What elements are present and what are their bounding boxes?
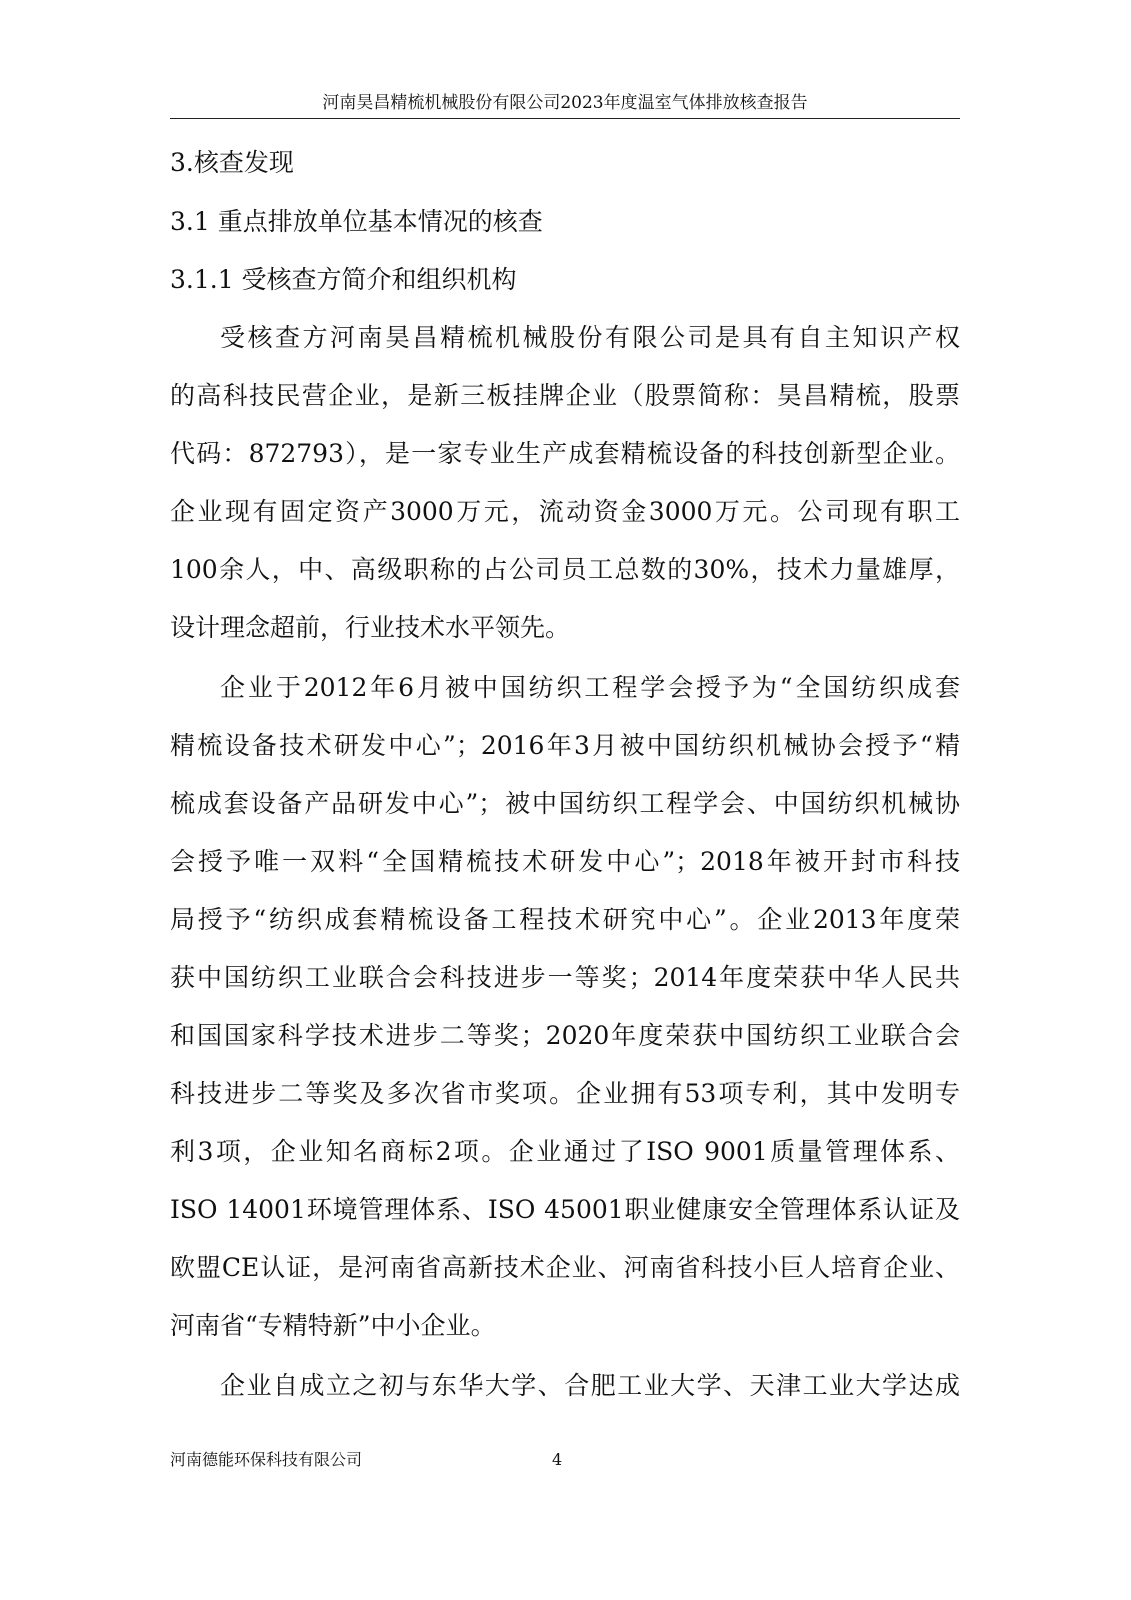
paragraph-line: 企业于2012年6月被中国纺织工程学会授予为“全国纺织成套	[220, 673, 960, 702]
report-title: 河南昊昌精梳机械股份有限公司2023年度温室气体排放核查报告	[322, 93, 808, 113]
paragraph-line: 的高科技民营企业，是新三板挂牌企业（股票简称：昊昌精梳，股票	[170, 381, 960, 410]
section-heading-3: 3.核查发现	[170, 148, 294, 177]
section-heading-3-1-1: 3.1.1 受核查方简介和组织机构	[170, 265, 517, 294]
section-heading-3-1: 3.1 重点排放单位基本情况的核查	[170, 207, 543, 236]
paragraph-line: 精梳设备技术研发中心”；2016年3月被中国纺织机械协会授予“精	[170, 731, 960, 760]
page-header	[170, 88, 960, 119]
paragraph-line: 企业现有固定资产3000万元，流动资金3000万元。公司现有职工	[170, 497, 960, 526]
paragraph-line: 100余人，中、高级职称的占公司员工总数的30%，技术力量雄厚，	[170, 555, 960, 584]
paragraph-line: 梳成套设备产品研发中心”；被中国纺织工程学会、中国纺织机械协	[170, 789, 960, 818]
paragraph-line: 会授予唯一双料“全国精梳技术研发中心”；2018年被开封市科技	[170, 847, 960, 876]
paragraph-line: 科技进步二等奖及多次省市奖项。企业拥有53项专利，其中发明专	[170, 1079, 960, 1108]
paragraph-line: 欧盟CE认证，是河南省高新技术企业、河南省科技小巨人培育企业、	[170, 1253, 960, 1282]
paragraph-line: 获中国纺织工业联合会科技进步一等奖；2014年度荣获中华人民共	[170, 963, 960, 992]
paragraph-line: 利3项，企业知名商标2项。企业通过了ISO 9001质量管理体系、	[170, 1137, 960, 1166]
paragraph-line: ISO 14001环境管理体系、ISO 45001职业健康安全管理体系认证及	[170, 1195, 960, 1224]
paragraph-line: 设计理念超前，行业技术水平领先。	[170, 613, 571, 642]
footer-company-name: 河南德能环保科技有限公司	[170, 1450, 363, 1469]
paragraph-line: 企业自成立之初与东华大学、合肥工业大学、天津工业大学达成	[220, 1371, 960, 1400]
paragraph-line: 代码：872793），是一家专业生产成套精梳设备的科技创新型企业。	[170, 439, 960, 468]
paragraph-line: 局授予“纺织成套精梳设备工程技术研究中心”。企业2013年度荣	[170, 905, 960, 934]
paragraph-line: 和国国家科学技术进步二等奖；2020年度荣获中国纺织工业联合会	[170, 1021, 960, 1050]
paragraph-line: 受核查方河南昊昌精梳机械股份有限公司是具有自主知识产权	[220, 323, 960, 352]
page-number: 4	[552, 1450, 563, 1469]
paragraph-line: 河南省“专精特新”中小企业。	[170, 1311, 496, 1340]
